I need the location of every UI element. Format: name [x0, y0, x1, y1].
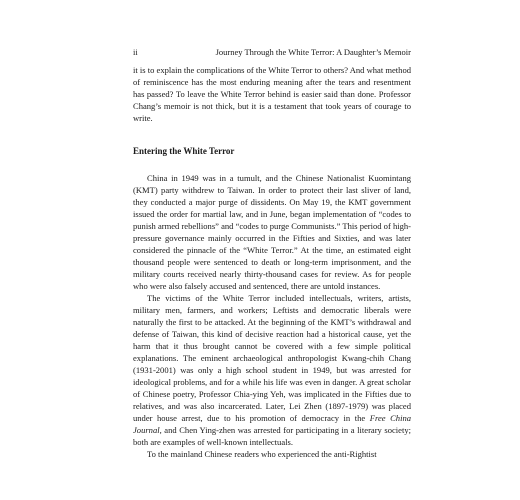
- paragraph-2-text-after: , and Chen Ying-zhen was arrested for participating in a literary society; both are examples of well-known intellectuals.: [133, 425, 411, 447]
- section-heading: Entering the White Terror: [133, 146, 235, 156]
- intro-paragraph: it is to explain the complications of the White Terror to others? And what method of reminiscence has the most enduring meaning after the tears and resentment has passed? To leave the White Terror behind is easier said than done. Professor Chang’s memoir is not thick, but it is a testament that took years of courage to write.: [133, 65, 411, 123]
- body-text: [133, 64, 411, 460]
- page-number: ii: [133, 47, 138, 57]
- running-title: Journey Through the White Terror: A Daughter’s Memoir: [215, 47, 411, 57]
- paragraph-2-text-before: The victims of the White Terror included intellectuals, writers, artists, military men, farmers, and workers; Leftists and democratic liberals were naturally the first to be attacked. At the beginning of the KMT’s withdrawal and defense of Taiwan, this kind of decisive reaction had a historical cause, yet the harm that it thus brought cannot be covered with a few simple political explanations. The eminent archaeological anthropologist Kwang-chih Chang (1931-2001) was only a high school student in 1949, but was arrested for ideological problems, and for a while his life was even in danger. A great scholar of Chinese poetry, Professor Chia-ying Yeh, was implicated in the Fifties due to relatives, and was also incarcerated. Later, Lei Zhen (1897-1979) was placed under house arrest, due to his promotion of democracy in the: [133, 293, 411, 423]
- journal-title: Free China Journal: [133, 413, 411, 435]
- paragraph-1: China in 1949 was in a tumult, and the Chinese Nationalist Kuomintang (KMT) party withdrew to Taiwan. In order to protect their last sliver of land, they conducted a major purge of dissidents. On May 19, the KMT government issued the order for martial law, and in June, began implementation of “codes to punish armed rebellions” and “codes to purge Communists.” This period of high-pressure governance mainly occurred in the Fifties and Sixties, and was later considered the pinnacle of the “White Terror.” At the time, an estimated eight thousand people were sentenced to death or long-term imprisonment, and the military courts received nearly thirty-thousand cases for review. As for people who were also falsely accused and sentenced, there are untold instances.: [133, 173, 411, 291]
- paragraph-3: To the mainland Chinese readers who experienced the anti-Rightist: [147, 449, 377, 459]
- running-head: [133, 46, 411, 58]
- paragraph-2: [133, 292, 411, 448]
